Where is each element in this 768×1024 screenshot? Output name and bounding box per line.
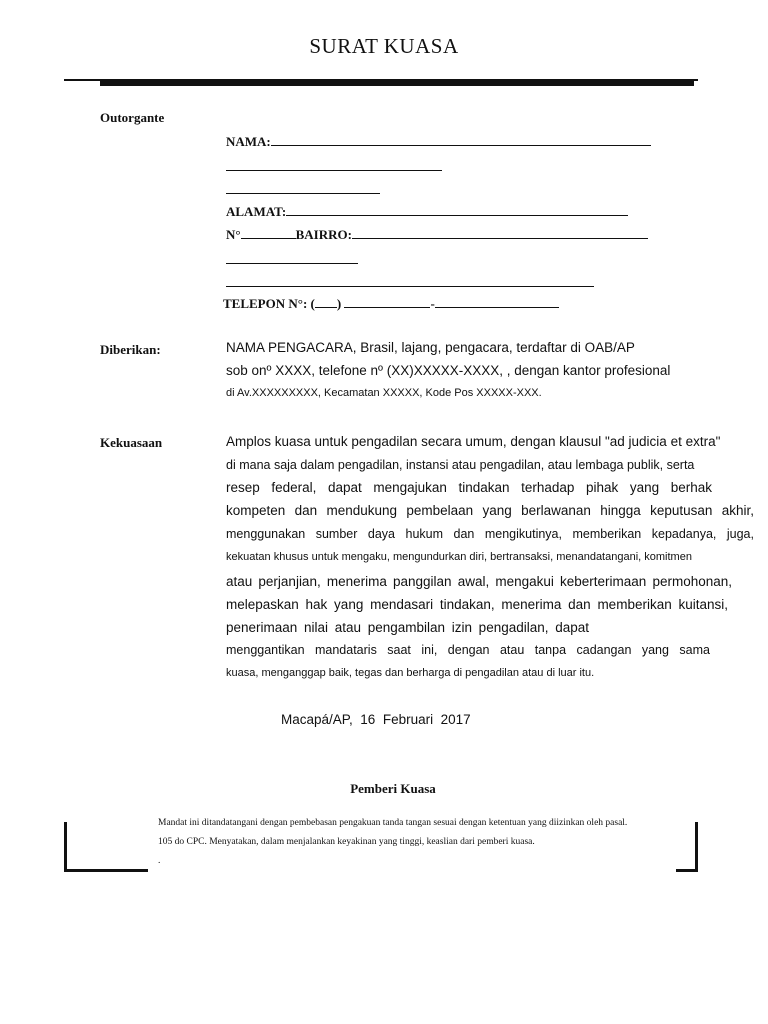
telepon-field-row [223,295,559,312]
phone-suffix-blank[interactable] [435,295,559,308]
kekuasaan-line-11: kuasa, menganggap baik, tegas dan berharga di pengadilan atau di luar itu. [226,667,595,679]
bairro-label: BAIRRO: [295,227,352,242]
kekuasaan-line-4: kompeten dan mendukung pembelaan yang berlawanan hingga keputusan akhir, [226,503,754,518]
nama-blank-line-2[interactable] [226,169,442,171]
kekuasaan-line-3: resep federal, dapat mengajukan tindakan terhadap pihak yang berhak [226,480,712,495]
nama-blank-line-3[interactable] [226,192,380,194]
alamat-blank[interactable] [286,203,628,216]
bairro-blank[interactable] [352,226,648,239]
telepon-dash: - [430,296,435,311]
bairro-field-row [226,226,648,243]
kekuasaan-line-6: kekuatan khusus untuk mengaku, mengundurkan diri, bertransaksi, menandatangani, komitmen [226,551,692,563]
signature-note-1: Mandat ini ditandatangani dengan pembebasan pengakuan tanda tangan sesuai dengan ketentuan yang diizinkan oleh pasal. [158,818,628,828]
nama-field-row [226,133,651,150]
diberikan-label: Diberikan: [100,342,161,357]
kekuasaan-line-9: penerimaan nilai atau pengambilan izin pengadilan, dapat [226,620,589,635]
kekuasaan-line-5: menggunakan sumber daya hukum dan mengikutinya, memberikan kepadanya, juga, [226,527,754,541]
address-blank-line-3[interactable] [226,285,594,287]
alamat-label: ALAMAT: [226,204,287,219]
number-blank[interactable] [241,226,296,239]
area-code-blank[interactable] [315,295,337,308]
kekuasaan-line-2: di mana saja dalam pengadilan, instansi atau pengadilan, atau lembaga publik, serta [226,458,695,472]
kekuasaan-line-10: menggantikan mandataris saat ini, dengan atau tanpa cadangan yang sama [226,643,710,657]
left-bracket-vertical [64,822,67,872]
document-title: SURAT KUASA [309,34,459,58]
date-line: Macapá/AP, 16 Februari 2017 [281,712,471,727]
diberikan-line-2: sob onº XXXX, telefone nº (XX)XXXXX-XXXX, , dengan kantor profesional [226,363,671,378]
signature-label: Pemberi Kuasa [350,781,436,796]
signature-note-2: 105 do CPC. Menyatakan, dalam menjalankan keyakinan yang tinggi, keaslian dari pemberi kuasa. [158,837,535,847]
kekuasaan-label: Kekuasaan [100,435,163,450]
kekuasaan-line-7: atau perjanjian, menerima panggilan awal, mengakui keberterimaan permohonan, [226,574,732,589]
right-bracket-horizontal [676,869,698,872]
kekuasaan-line-1: Amplos kuasa untuk pengadilan secara umum, dengan klausul "ad judicia et extra" [226,434,721,449]
nama-label: NAMA: [226,134,271,149]
kekuasaan-line-8: melepaskan hak yang mendasari tindakan, menerima dan memberikan kuitansi, [226,597,728,612]
alamat-field-row [226,203,628,220]
diberikan-line-3: di Av.XXXXXXXXX, Kecamatan XXXXX, Kode Pos XXXXX-XXX. [226,387,542,399]
telepon-paren: ) [336,296,342,311]
right-bracket-vertical [695,822,698,872]
left-bracket-horizontal [64,869,148,872]
bairro-blank-line-2[interactable] [226,262,358,264]
phone-prefix-blank[interactable] [344,295,430,308]
diberikan-line-1: NAMA PENGACARA, Brasil, lajang, pengacara, terdaftar di OAB/AP [226,340,635,355]
header-rule-thick [100,79,694,86]
nama-blank[interactable] [271,133,651,146]
telepon-label: TELEPON N°: ( [223,296,315,311]
signature-note-3: . [158,856,161,866]
outorgante-label: Outorgante [100,110,165,125]
number-label: N° [226,227,241,242]
